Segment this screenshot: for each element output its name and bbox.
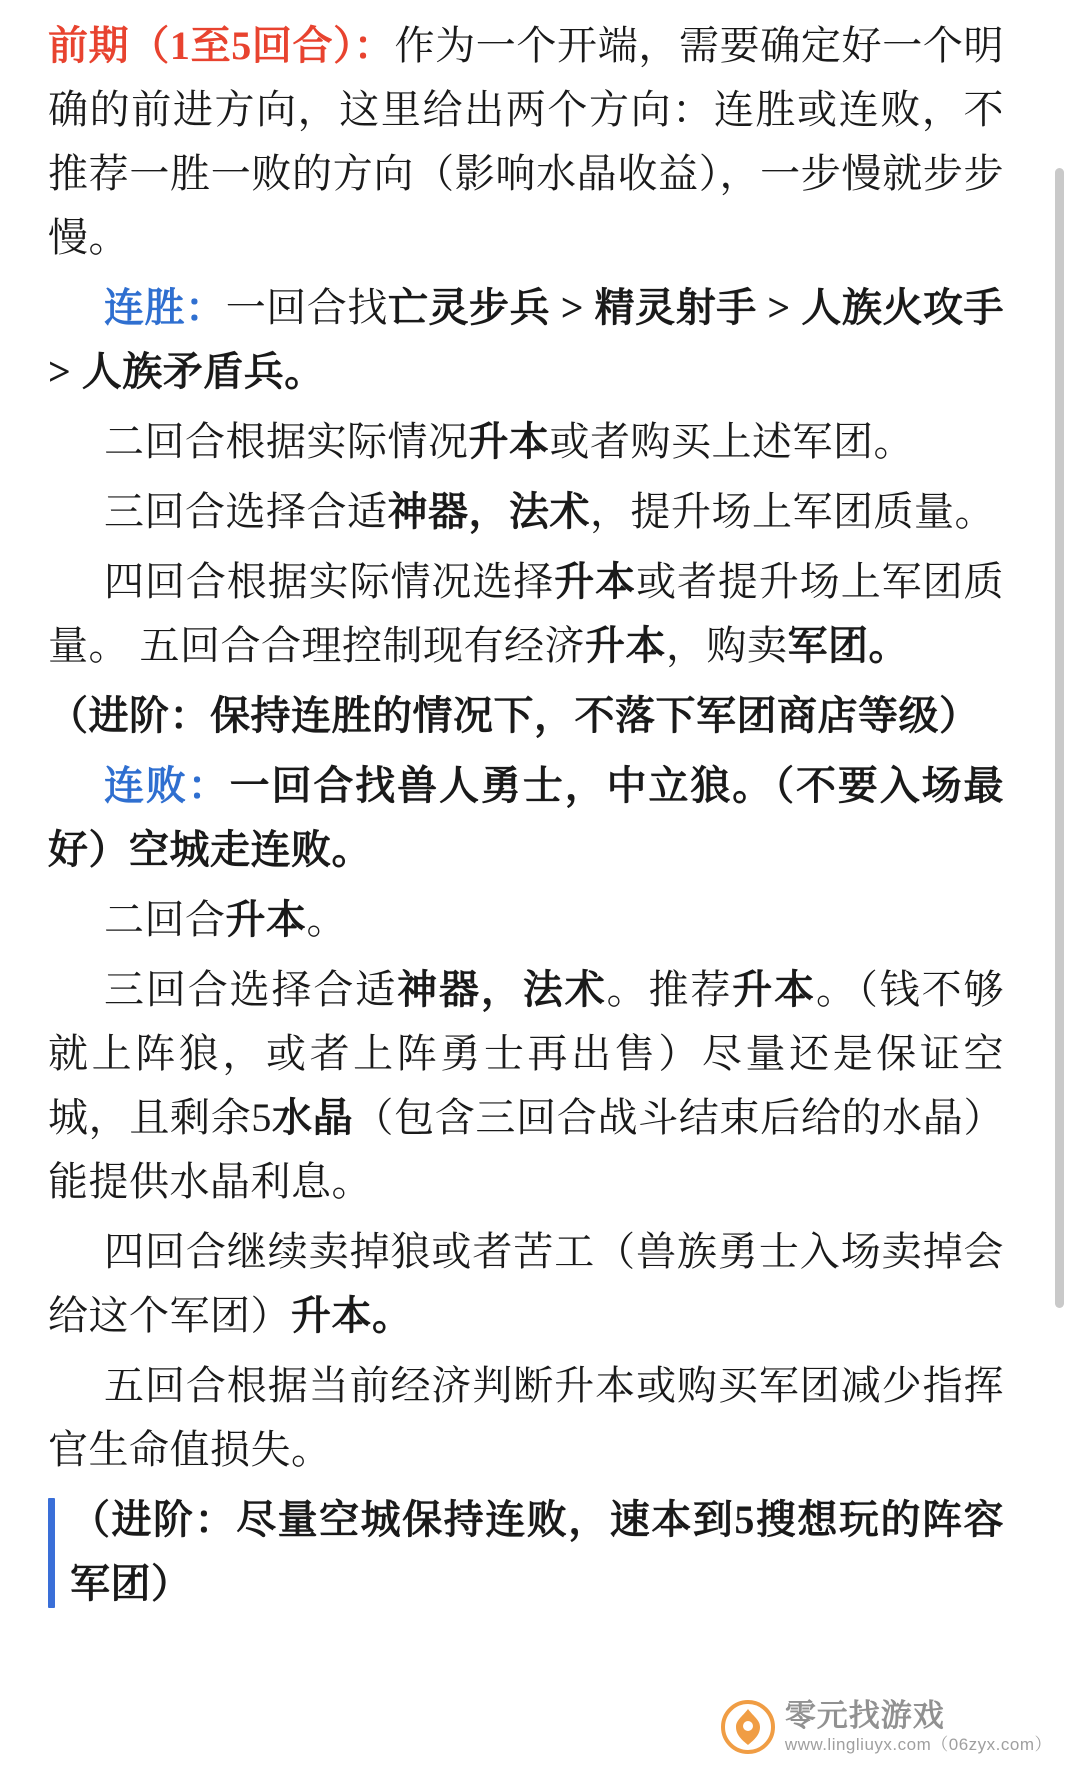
text-round2-a: 二回合根据实际情况 [104,419,469,464]
paragraph-round4-5 [48,550,1004,678]
text-lose-round3-upgrade: 升本 [732,967,816,1012]
text-winstreak-period: 。 [284,349,325,394]
text-winstreak-units: 亡灵步兵 > 精灵射手 > 人族火攻手 > 人族矛盾兵 [48,285,1005,394]
heading-early-game: 前期（1至5回合）： [48,23,395,68]
paragraph-early-game [48,14,1004,270]
text-lose-round3-a: 三回合选择合适 [104,967,398,1012]
text-lose-round2-a: 二回合 [104,897,226,942]
watermark-url: www.lingliuyx.com（06zyx.com） [784,1734,1052,1754]
text-round45-upgrade1: 升本 [554,559,637,604]
paragraph-losestreak [48,754,1004,882]
text-lose-round4-a: 四回合继续卖掉狼或者苦工（兽族勇士入场卖掉会给这个军团） [48,1229,1004,1338]
text-lose-round4-period: 。 [372,1293,413,1338]
site-logo-icon [721,1700,775,1754]
text-winstreak-lead: 一回合找 [225,285,388,330]
text-early-game-body: 作为一个开端，需要确定好一个明确的前进方向，这里给出两个方向：连胜或连败，不推荐一胜一败的方向（影响水晶收益），一步慢就步步慢。 [48,23,1005,260]
paragraph-advanced-win [48,684,1004,748]
paragraph-lose-round4 [48,1220,1004,1348]
text-round2-b: 或者购买上述军团。 [549,419,914,464]
text-lose-round3-b: 。推荐 [606,967,733,1012]
paragraph-lose-round2 [48,888,1004,952]
text-losestreak-body: 一回合找兽人勇士，中立狼。（不要入场最好）空城走连败。 [48,763,1005,872]
text-round3-a: 三回合选择合适 [104,489,388,534]
text-round2-upgrade: 升本 [468,419,550,464]
text-round3-b: ，提升场上军团质量。 [590,489,995,534]
quote-advanced-lose [48,1488,1004,1616]
text-round45-legion: 军团 [787,623,869,668]
text-quote-advanced-lose: （进阶：尽量空城保持连败，速本到5搜想玩的阵容军团） [70,1497,1004,1606]
watermark [721,1700,1052,1754]
text-round45-c: ，购卖 [666,623,788,668]
label-losestreak: 连败： [104,763,230,808]
text-round45-a: 四回合根据实际情况选择 [104,559,555,604]
paragraph-winstreak [48,276,1004,404]
watermark-text [785,1700,1052,1753]
paragraph-round3 [48,480,1004,544]
text-lose-round5: 五回合根据当前经济判断升本或购买军团减少指挥官生命值损失。 [48,1363,1004,1472]
text-lose-round2-upgrade: 升本 [225,897,307,942]
text-round45-period: 。 [868,623,909,668]
text-round45-upgrade2: 升本 [585,623,666,668]
text-round3-items: 神器，法术 [387,489,590,534]
scrollbar-thumb[interactable] [1055,168,1064,1308]
text-lose-round4-upgrade: 升本 [291,1293,372,1338]
text-lose-round3-crystal: 水晶 [271,1095,354,1140]
paragraph-lose-round3 [48,958,1004,1214]
label-winstreak: 连胜： [104,285,226,330]
text-lose-round3-c: 。（钱不够就上阵狼，或者上阵勇士再出售）尽量还是保证空城，且剩余5 [48,967,1005,1140]
text-lose-round2-b: 。 [306,897,347,942]
paragraph-lose-round5 [48,1354,1004,1482]
text-lose-round3-items: 神器，法术 [397,967,607,1012]
watermark-title: 零元找游戏 [784,1698,945,1734]
text-lose-round3-d: （包含三回合战斗结束后给的水晶）能提供水晶利息。 [48,1095,1005,1204]
text-advanced-win: （进阶：保持连胜的情况下，不落下军团商店等级） [48,693,980,738]
paragraph-round2 [48,410,1004,474]
text-round45-b: 或者提升场上军团质量。 五回合合理控制现有经济 [48,559,1005,668]
